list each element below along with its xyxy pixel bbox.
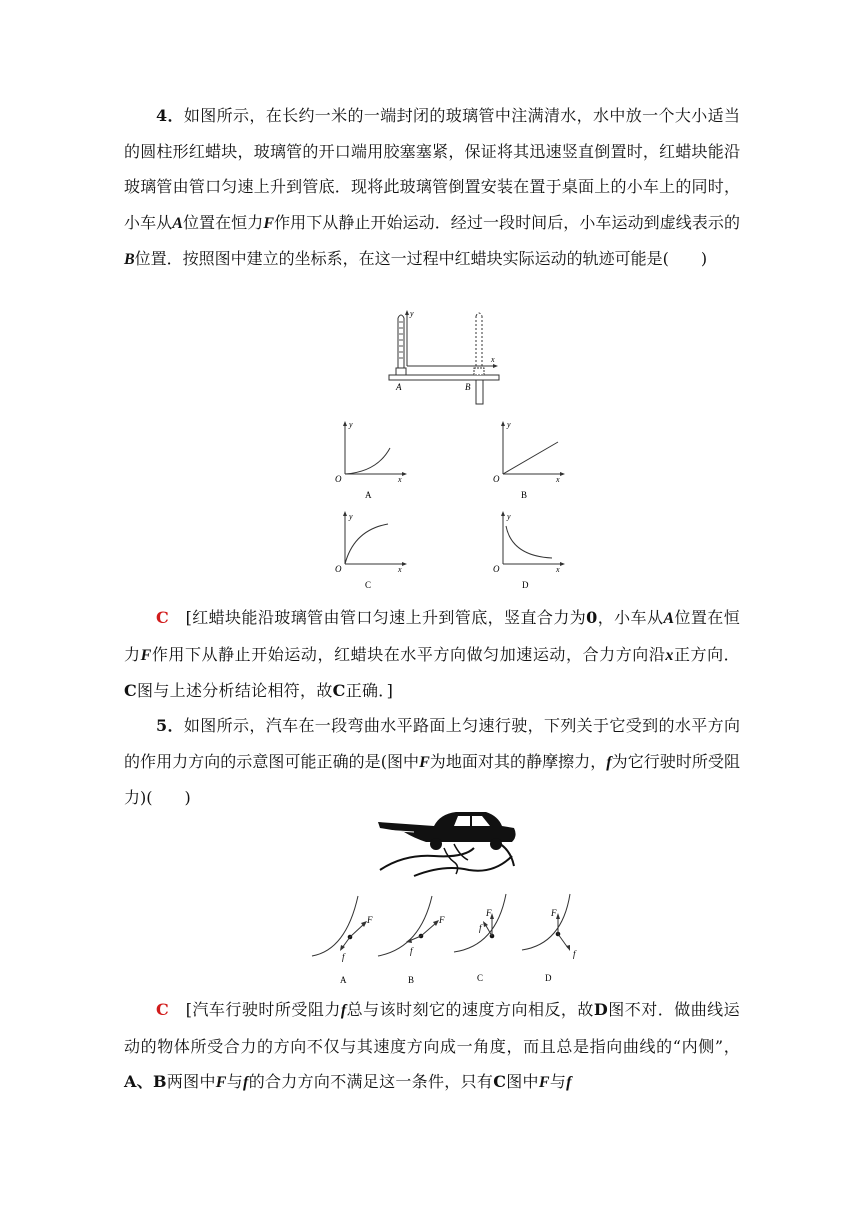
setup-b-label: B: [465, 382, 471, 392]
q5-option-d-diagram: [516, 888, 596, 988]
answer-5-text: C [汽车行驶时所受阻力f总与该时刻它的速度方向相反，故D图不对．做曲线运动的物体所受合力的方向不仅与其速度方向成一角度，而且总是指向曲线的“内侧”，A、B两图中F与f的合力方向不满足这一条件，只有C图中F与f: [124, 1000, 740, 1091]
svg-text:f: f: [342, 952, 345, 962]
q4-graph-a: [332, 418, 412, 502]
svg-text:F: F: [439, 915, 445, 925]
q4-graph-b: [490, 418, 570, 502]
answer-4-text: C [红蜡块能沿玻璃管由管口匀速上升到管底，竖直合力为0，小车从A位置在恒力F作用下从静止开始运动，红蜡块在水平方向做匀加速运动，合力方向沿x正方向．C图与上述分析结论相符，故C正确．]: [124, 608, 740, 700]
svg-text:f: f: [479, 923, 482, 933]
question-4-text: 4．如图所示，在长约一米的一端封闭的玻璃管中注满清水，水中放一个大小适当的圆柱形红蜡块，玻璃管的开口端用胶塞塞紧，保证将其迅速竖直倒置时，红蜡块能沿玻璃管由管口匀速上升到管底．现将此玻璃管倒置安装在置于桌面上的小车上的同时，小车从A位置在恒力F作用下从静止开始运动．经过一段时间后，小车运动到虚线表示的B位置．按照图中建立的坐标系，在这一过程中红蜡块实际运动的轨迹可能是( ): [124, 106, 740, 268]
svg-text:f: f: [573, 949, 576, 959]
svg-text:x: x: [398, 565, 402, 574]
q5-option-b-diagram: [374, 890, 454, 990]
svg-text:x: x: [556, 565, 560, 574]
svg-text:F: F: [367, 915, 373, 925]
q4-graph-c: [332, 508, 412, 592]
svg-text:O: O: [335, 474, 342, 484]
svg-text:y: y: [507, 420, 511, 429]
option-c-label: C: [477, 973, 484, 983]
svg-text:O: O: [335, 564, 342, 574]
q4-setup-figure: [385, 306, 505, 408]
svg-text:F: F: [486, 908, 492, 918]
svg-text:F: F: [551, 908, 557, 918]
graph-a-label: A: [365, 490, 372, 500]
graph-b-label: B: [521, 490, 528, 500]
graph-c-label: C: [365, 580, 372, 590]
svg-text:x: x: [556, 475, 560, 484]
svg-text:O: O: [493, 474, 500, 484]
question-4-number: 4．: [156, 106, 184, 125]
setup-x-label: x: [491, 355, 495, 364]
svg-text:f: f: [410, 946, 413, 956]
option-b-label: B: [408, 975, 415, 985]
car-on-curved-road-image: [374, 808, 522, 878]
answer-4-letter: C: [156, 608, 170, 627]
svg-text:y: y: [349, 420, 353, 429]
svg-text:x: x: [398, 475, 402, 484]
q4-graph-d: [490, 508, 570, 592]
question-5-text: 5．如图所示，汽车在一段弯曲水平路面上匀速行驶，下列关于它受到的水平方向的作用力方向的示意图可能正确的是(图中F为地面对其的静摩擦力，f为它行驶时所受阻力)( ): [124, 716, 740, 807]
setup-y-label: y: [410, 309, 414, 318]
option-d-label: D: [545, 973, 552, 983]
svg-text:y: y: [349, 512, 353, 521]
option-a-label: A: [340, 975, 347, 985]
svg-text:O: O: [493, 564, 500, 574]
setup-a-label: A: [396, 382, 402, 392]
question-5-number: 5．: [156, 716, 184, 735]
svg-text:y: y: [507, 512, 511, 521]
answer-5-letter: C: [156, 1000, 170, 1019]
graph-d-label: D: [522, 580, 529, 590]
